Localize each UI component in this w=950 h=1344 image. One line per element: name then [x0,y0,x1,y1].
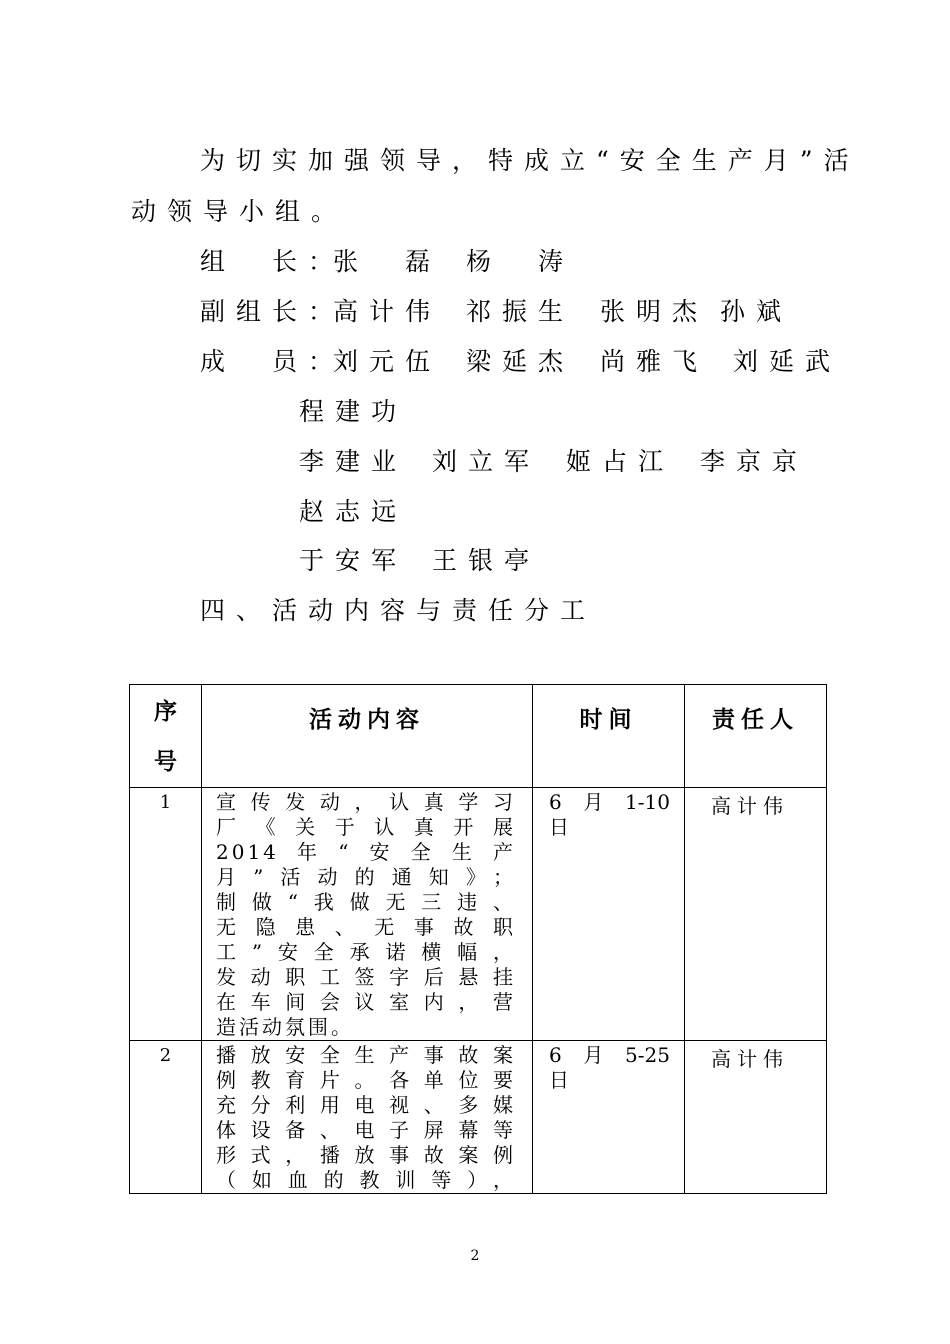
deputy-name: 孙斌 [720,297,793,326]
content-line: 充分利用电视、多媒 [216,1093,516,1117]
table-row [130,1041,827,1194]
row-number: 1 [130,788,202,1041]
header-time [533,685,685,788]
member-name: 李建业 [299,447,408,476]
time-day-unit: 日 [549,815,569,839]
header-person-label: 责任人 [712,706,799,733]
header-seq [130,685,202,788]
content-line: （如血的教训等）， [216,1168,516,1192]
table-row [130,788,827,1041]
row-content [202,788,533,1041]
member-label: 成 员： [200,347,345,376]
time-day-unit: 日 [549,1068,569,1092]
member-name: 刘立军 [432,447,541,476]
member-name: 王银亭 [432,546,541,575]
content-line: 厂《关于认真开展 [216,815,516,839]
member-name: 梁延杰 [466,347,575,376]
page-number: 2 [470,1248,480,1264]
activity-table [129,684,827,1194]
member-name: 于安军 [299,546,408,575]
header-seq-top: 序 [154,698,177,725]
leader-label: 组 长： [200,247,345,276]
content-line: 宣传发动，认真学习 [216,790,516,814]
member-name: 赵志远 [299,497,408,526]
header-person [685,685,827,788]
row-time [533,788,685,1041]
content-line: 制做“我做无三违、 [216,890,516,914]
deputy-name: 张明杰 [600,297,709,326]
leader-name: 张 磊 [333,247,442,276]
row-person: 高计伟 [685,1041,827,1194]
content-line: 播放安全生产事故案 [216,1043,516,1067]
member-name: 程建功 [299,397,408,426]
member-name: 李京京 [700,447,809,476]
time-day-range: 5-25 [625,1043,670,1067]
member-name: 尚雅飞 [600,347,709,376]
content-line: 造活动氛围。 [216,1015,354,1039]
deputy-name: 祁振生 [466,297,575,326]
table-header-row [130,685,827,788]
header-content-label: 活动内容 [309,706,425,733]
time-month-number: 6 [549,1043,562,1067]
header-time-label: 时间 [579,706,638,733]
content-line: 发动职工签字后悬挂 [216,965,516,989]
member-name: 刘延武 [733,347,842,376]
content-line: 体设备、电子屏幕等 [216,1118,516,1142]
row-person: 高计伟 [685,788,827,1041]
leader-name: 杨 涛 [466,247,575,276]
intro-line-1: 为切实加强领导，特成立“安全生产月”活 [200,146,860,175]
row-content [202,1041,533,1194]
time-month-unit: 月 [583,1043,604,1067]
row-number: 2 [130,1041,202,1194]
header-content [202,685,533,788]
header-seq-bottom: 号 [154,748,177,775]
content-line: 2014年“安全生产 [216,840,516,864]
intro-line-2: 动领导小组。 [131,197,348,226]
content-line: 例教育片。各单位要 [216,1068,516,1092]
row-time [533,1041,685,1194]
content-line: 无隐患、无事故职 [216,915,516,939]
content-line: 在车间会议室内，营 [216,990,516,1014]
member-name: 刘元伍 [333,347,442,376]
content-line: 工”安全承诺横幅， [216,940,516,964]
content-line: 形式，播放事故案例 [216,1143,516,1167]
content-line: 月”活动的通知》； [216,865,516,889]
section-heading: 四、活动内容与责任分工 [200,596,597,625]
time-day-range: 1-10 [625,790,670,814]
time-month-number: 6 [549,790,562,814]
member-name: 姬占江 [566,447,675,476]
deputy-label: 副组长： [200,297,345,326]
time-month-unit: 月 [583,790,604,814]
deputy-name: 高计伟 [333,297,442,326]
